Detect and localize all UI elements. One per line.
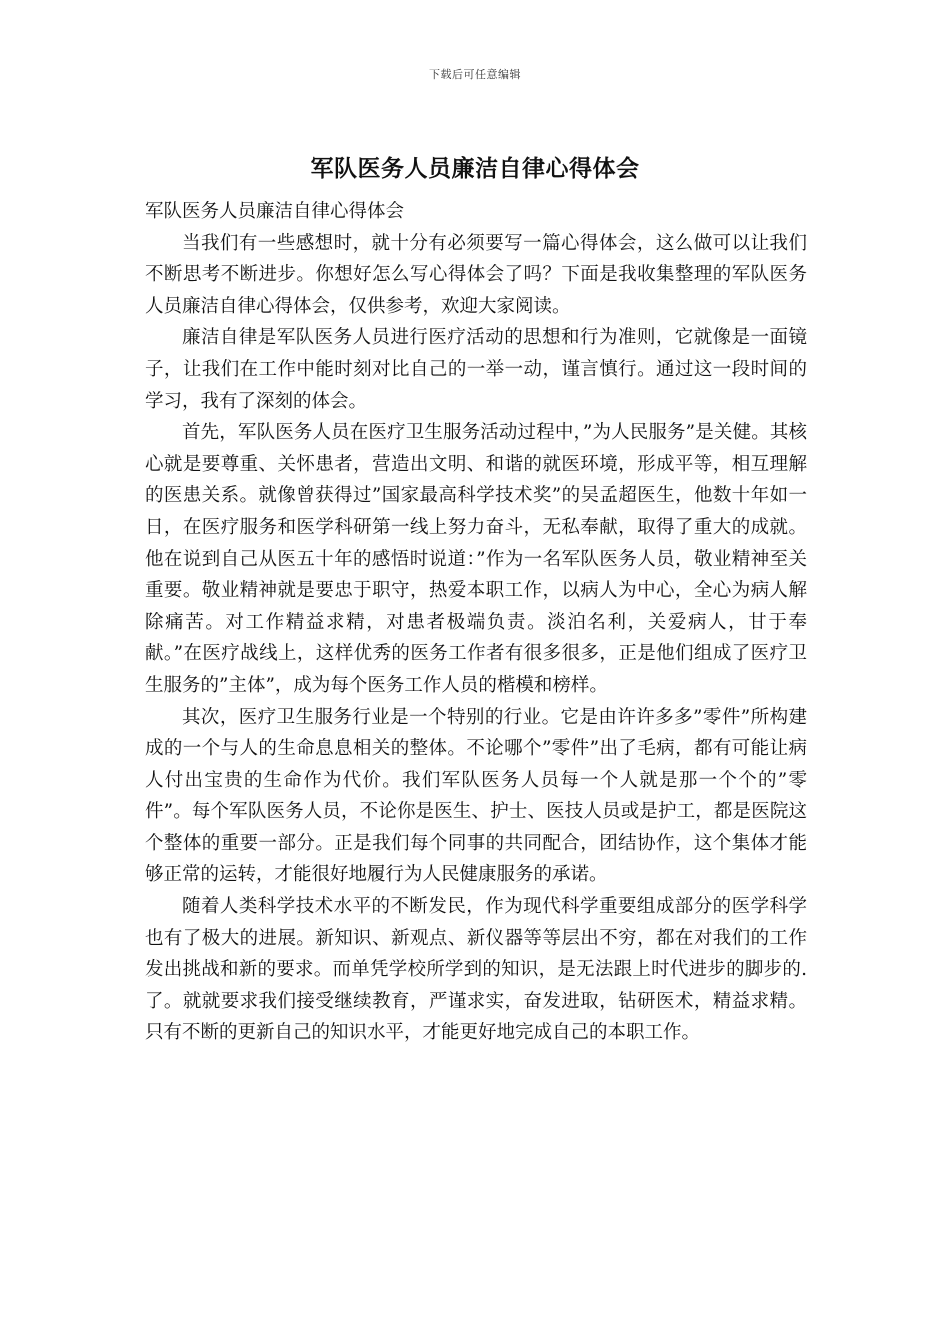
header-note: 下载后可任意编辑 (429, 68, 521, 81)
paragraph-5: 随着人类科学技术水平的不断发民，作为现代科学重要组成部分的医学科学也有了极大的进展。新知识、新观点、新仪器等等层出不穷，都在对我们的工作发出挑战和新的要求。而单凭学校所学到的知识，是无法跟上时代进步的脚步的.了。就就要求我们接受继续教育，严谨求实，奋发进取，钻研医术，精益求精。只有不断的更新自己的知识水平，才能更好地完成自己的本职工作。 (145, 896, 807, 1044)
paragraph-3: 首先，军队医务人员在医疗卫生服务活动过程中，”为人民服务”是关健。其核心就是要尊重、关怀患者，营造出文明、和谐的就医环境，形成平等，相互理解的医患关系。就像曾获得过”国家最高科学技术奖”的吴孟超医生，他数十年如一日，在医疗服务和医学科研第一线上努力奋斗，无私奉献，取得了重大的成就。他在说到自己从医五十年的感悟时说道：”作为一名军队医务人员，敬业精神至关重要。敬业精神就是要忠于职守，热爱本职工作，以病人为中心，全心为病人解除痛苦。对工作精益求精，对患者极端负责。淡泊名利，关爱病人，甘于奉献。”在医疗战线上，这样优秀的医务工作者有很多很多，正是他们组成了医疗卫生服务的”主体”，成为每个医务工作人员的楷模和榜样。 (145, 422, 807, 696)
paragraph-1: 当我们有一些感想时，就十分有必须要写一篇心得体会，这么做可以让我们不断思考不断进步。你想好怎么写心得体会了吗？下面是我收集整理的军队医务人员廉洁自律心得体会，仅供参考，欢迎大家阅读。 (145, 232, 807, 317)
document-body (145, 196, 807, 1049)
paragraph-4: 其次，医疗卫生服务行业是一个特别的行业。它是由许许多多”零件”所构建成的一个与人的生命息息相关的整体。不论哪个”零件”出了毛病，都有可能让病人付出宝贵的生命作为代价。我们军队医务人员每一个人就是那一个个的”零件”。每个军队医务人员，不论你是医生、护士、医技人员或是护工，都是医院这个整体的重要一部分。正是我们每个同事的共同配合，团结协作，这个集体才能够正常的运转，才能很好地履行为人民健康服务的承诺。 (145, 706, 807, 886)
document-subtitle: 军队医务人员廉洁自律心得体会 (145, 201, 405, 222)
document-title: 军队医务人员廉洁自律心得体会 (310, 155, 640, 182)
paragraph-2: 廉洁自律是军队医务人员进行医疗活动的思想和行为准则，它就像是一面镜子，让我们在工作中能时刻对比自己的一举一动，谨言慎行。通过这一段时间的学习，我有了深刻的体会。 (145, 327, 807, 412)
